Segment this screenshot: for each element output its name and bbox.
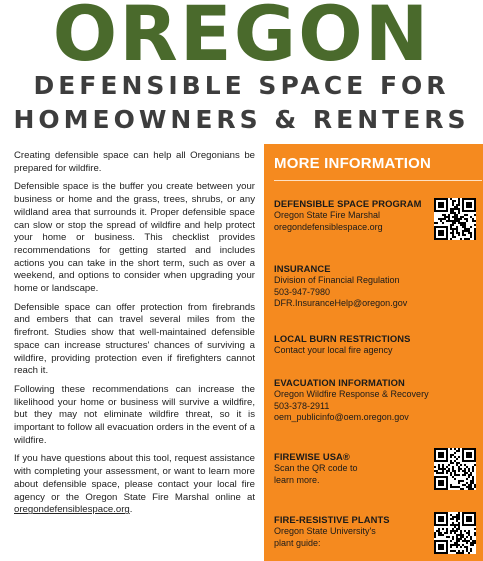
- section-line: Division of Financial Regulation: [274, 274, 400, 285]
- section-phone: 503-378-2911: [274, 400, 330, 411]
- paragraph-protection: Defensible space can offer protection from firebrands and embers that can travel several miles from the firefront. Studies show that well-maintained defensible space can increase structures' chances of surviving a wildfire, providing protection even if firefighters cannot reach it.: [14, 301, 255, 377]
- paragraph-definition: Defensible space is the buffer you create between your business or home and the grass, trees, shrubs, or any wildland area that surrounds it. Proper defensible space can slow or stop the spread of wildfire and help protect your home or business. This checklist provides recommendations for getting started and includes actions you can take in the short term, such as over a weekend, and options to consider when upgrading your home or landscape.: [14, 181, 255, 295]
- subtitle-line-1: DEFENSIBLE SPACE FOR: [33, 71, 450, 100]
- subtitle-line-2: HOMEOWNERS & RENTERS: [13, 105, 470, 134]
- section-burn-restrictions: [274, 333, 424, 357]
- section-heading: EVACUATION INFORMATION: [274, 377, 405, 388]
- section-insurance: [274, 263, 424, 310]
- qr-code-plants: [434, 512, 476, 554]
- section-firewise: [274, 451, 424, 486]
- section-email[interactable]: DFR.InsuranceHelp@oregon.gov: [274, 298, 408, 309]
- section-line: Oregon State Fire Marshal: [274, 209, 381, 220]
- section-heading: DEFENSIBLE SPACE PROGRAM: [274, 198, 422, 209]
- contact-end: .: [129, 504, 133, 516]
- section-line: Oregon Wildfire Response & Recovery: [274, 388, 429, 399]
- more-information-panel: [264, 144, 483, 561]
- section-fire-resistive-plants: [274, 514, 424, 549]
- section-heading: INSURANCE: [274, 263, 331, 274]
- osfm-link[interactable]: oregondefensiblespace.org: [14, 504, 130, 516]
- qr-code-defensible-space: [434, 198, 476, 240]
- section-line: learn more.: [274, 474, 320, 485]
- section-heading: FIRE-RESISTIVE PLANTS: [274, 514, 390, 525]
- section-line: Scan the QR code to: [274, 462, 358, 473]
- page-title: OREGON: [52, 0, 431, 78]
- section-heading: FIREWISE USA®: [274, 451, 350, 462]
- panel-divider: [274, 180, 482, 181]
- paragraph-recommendations: Following these recommendations can increase the likelihood your home or business will survive a wildfire, but they may not eliminate wildfire threat, so it is important to follow all evacuation orders in the event of a wildfire.: [14, 383, 255, 446]
- section-line: Contact your local fire agency: [274, 344, 393, 355]
- qr-code-firewise: [434, 448, 476, 490]
- section-phone: 503-947-7980: [274, 286, 331, 297]
- section-email[interactable]: oem_publicinfo@oem.oregon.gov: [274, 412, 409, 423]
- paragraph-contact: [14, 453, 255, 517]
- section-line: Oregon State University's: [274, 525, 376, 536]
- panel-title: MORE INFORMATION: [274, 155, 432, 172]
- section-heading: LOCAL BURN RESTRICTIONS: [274, 333, 411, 344]
- contact-text: If you have questions about this tool, request assistance with completing your assessment, or want to learn more about defensible space, please contact your local fire agency or the Oregon State Fire Marshal online at: [14, 453, 255, 503]
- body-text: [14, 150, 255, 523]
- section-evacuation: [274, 377, 479, 424]
- section-link[interactable]: oregondefensiblespace.org: [274, 221, 383, 232]
- paragraph-intro: Creating defensible space can help all Oregonians be prepared for wildfire.: [14, 150, 255, 174]
- section-defensible-space: [274, 198, 424, 233]
- section-line: plant guide:: [274, 537, 321, 548]
